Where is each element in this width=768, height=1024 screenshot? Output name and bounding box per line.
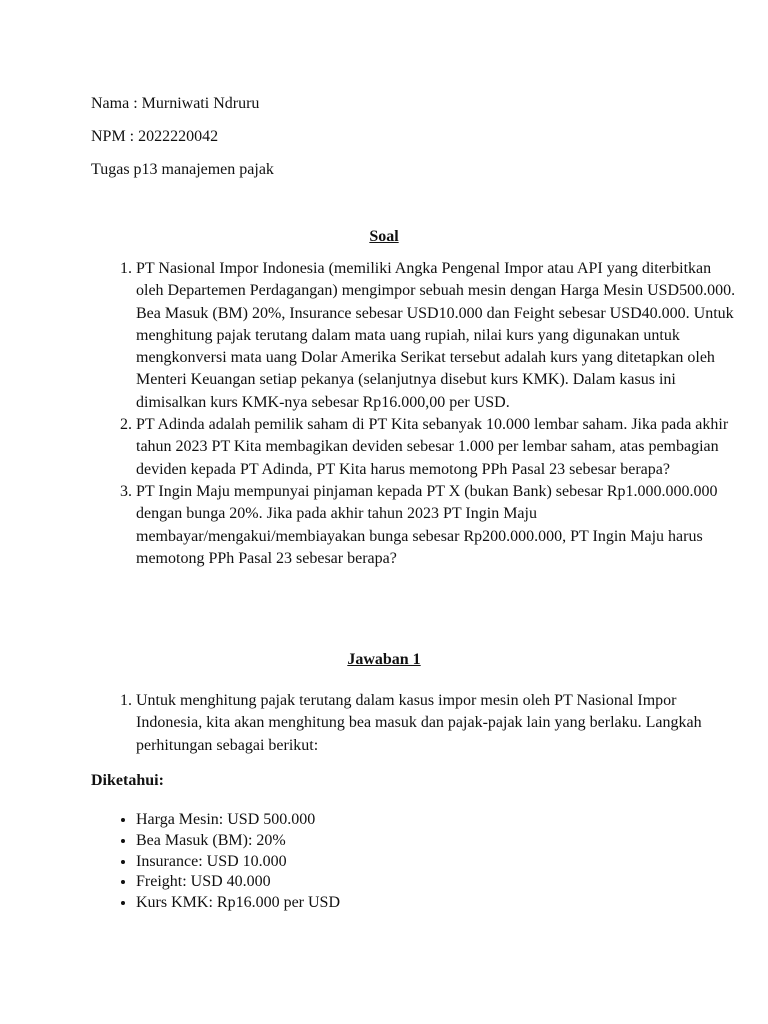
student-name: Nama : Murniwati Ndruru: [91, 95, 260, 112]
question-item-3: 3. PT Ingin Maju mempunyai pinjaman kepada PT X (bukan Bank) sebesar Rp1.000.000.000 dengan bunga 20%. Jika pada akhir tahun 2023 PT Ingin Maju membayar/mengakui/membiayakan bunga sebesar Rp200.000.000, PT Ingin Maju harus memotong PPh Pasal 23 sebesar berapa?: [136, 481, 736, 570]
soal-heading: Soal: [369, 228, 399, 245]
known-item-insurance: • Insurance: USD 10.000: [136, 852, 696, 873]
known-list: [91, 810, 696, 914]
student-npm: NPM : 2022220042: [91, 128, 219, 145]
question-list: [91, 258, 736, 570]
question-item-1: 1. PT Nasional Impor Indonesia (memiliki Angka Pengenal Impor atau API yang diterbitkan oleh Departemen Perdagangan) mengimpor sebuah mesin dengan Harga Mesin USD500.000. Bea Masuk (BM) 20%, Insurance sebesar USD10.000 dan Feight sebesar USD40.000. Untuk menghitung pajak terutang dalam mata uang rupiah, nilai kurs yang digunakan untuk mengkonversi mata uang Dolar Amerika Serikat tersebut adalah kurs yang ditetapkan oleh Menteri Keuangan setiap pekanya (selanjutnya disebut kurs KMK). Dalam kasus ini dimisalkan kurs KMK-nya sebesar Rp16.000,00 per USD.: [136, 258, 736, 414]
question-item-2: 2. PT Adinda adalah pemilik saham di PT Kita sebanyak 10.000 lembar saham. Jika pada akhir tahun 2023 PT Kita membagikan deviden sebesar 1.000 per lembar saham, atas pembagian deviden kepada PT Adinda, PT Kita harus memotong PPh Pasal 23 sebesar berapa?: [136, 414, 736, 481]
task-title: Tugas p13 manajemen pajak: [91, 161, 274, 178]
known-item-import-duty: • Bea Masuk (BM): 20%: [136, 831, 696, 852]
answer-list: [91, 690, 736, 757]
jawaban-heading: Jawaban 1: [347, 651, 421, 668]
known-item-freight: • Freight: USD 40.000: [136, 872, 696, 893]
known-item-exchange-rate: • Kurs KMK: Rp16.000 per USD: [136, 893, 696, 914]
known-item-machine-price: • Harga Mesin: USD 500.000: [136, 810, 696, 831]
known-label: Diketahui:: [91, 772, 164, 789]
answer-item-1: 1. Untuk menghitung pajak terutang dalam kasus impor mesin oleh PT Nasional Impor Indonesia, kita akan menghitung bea masuk dan pajak-pajak lain yang berlaku. Langkah perhitungan sebagai berikut:: [136, 690, 736, 757]
